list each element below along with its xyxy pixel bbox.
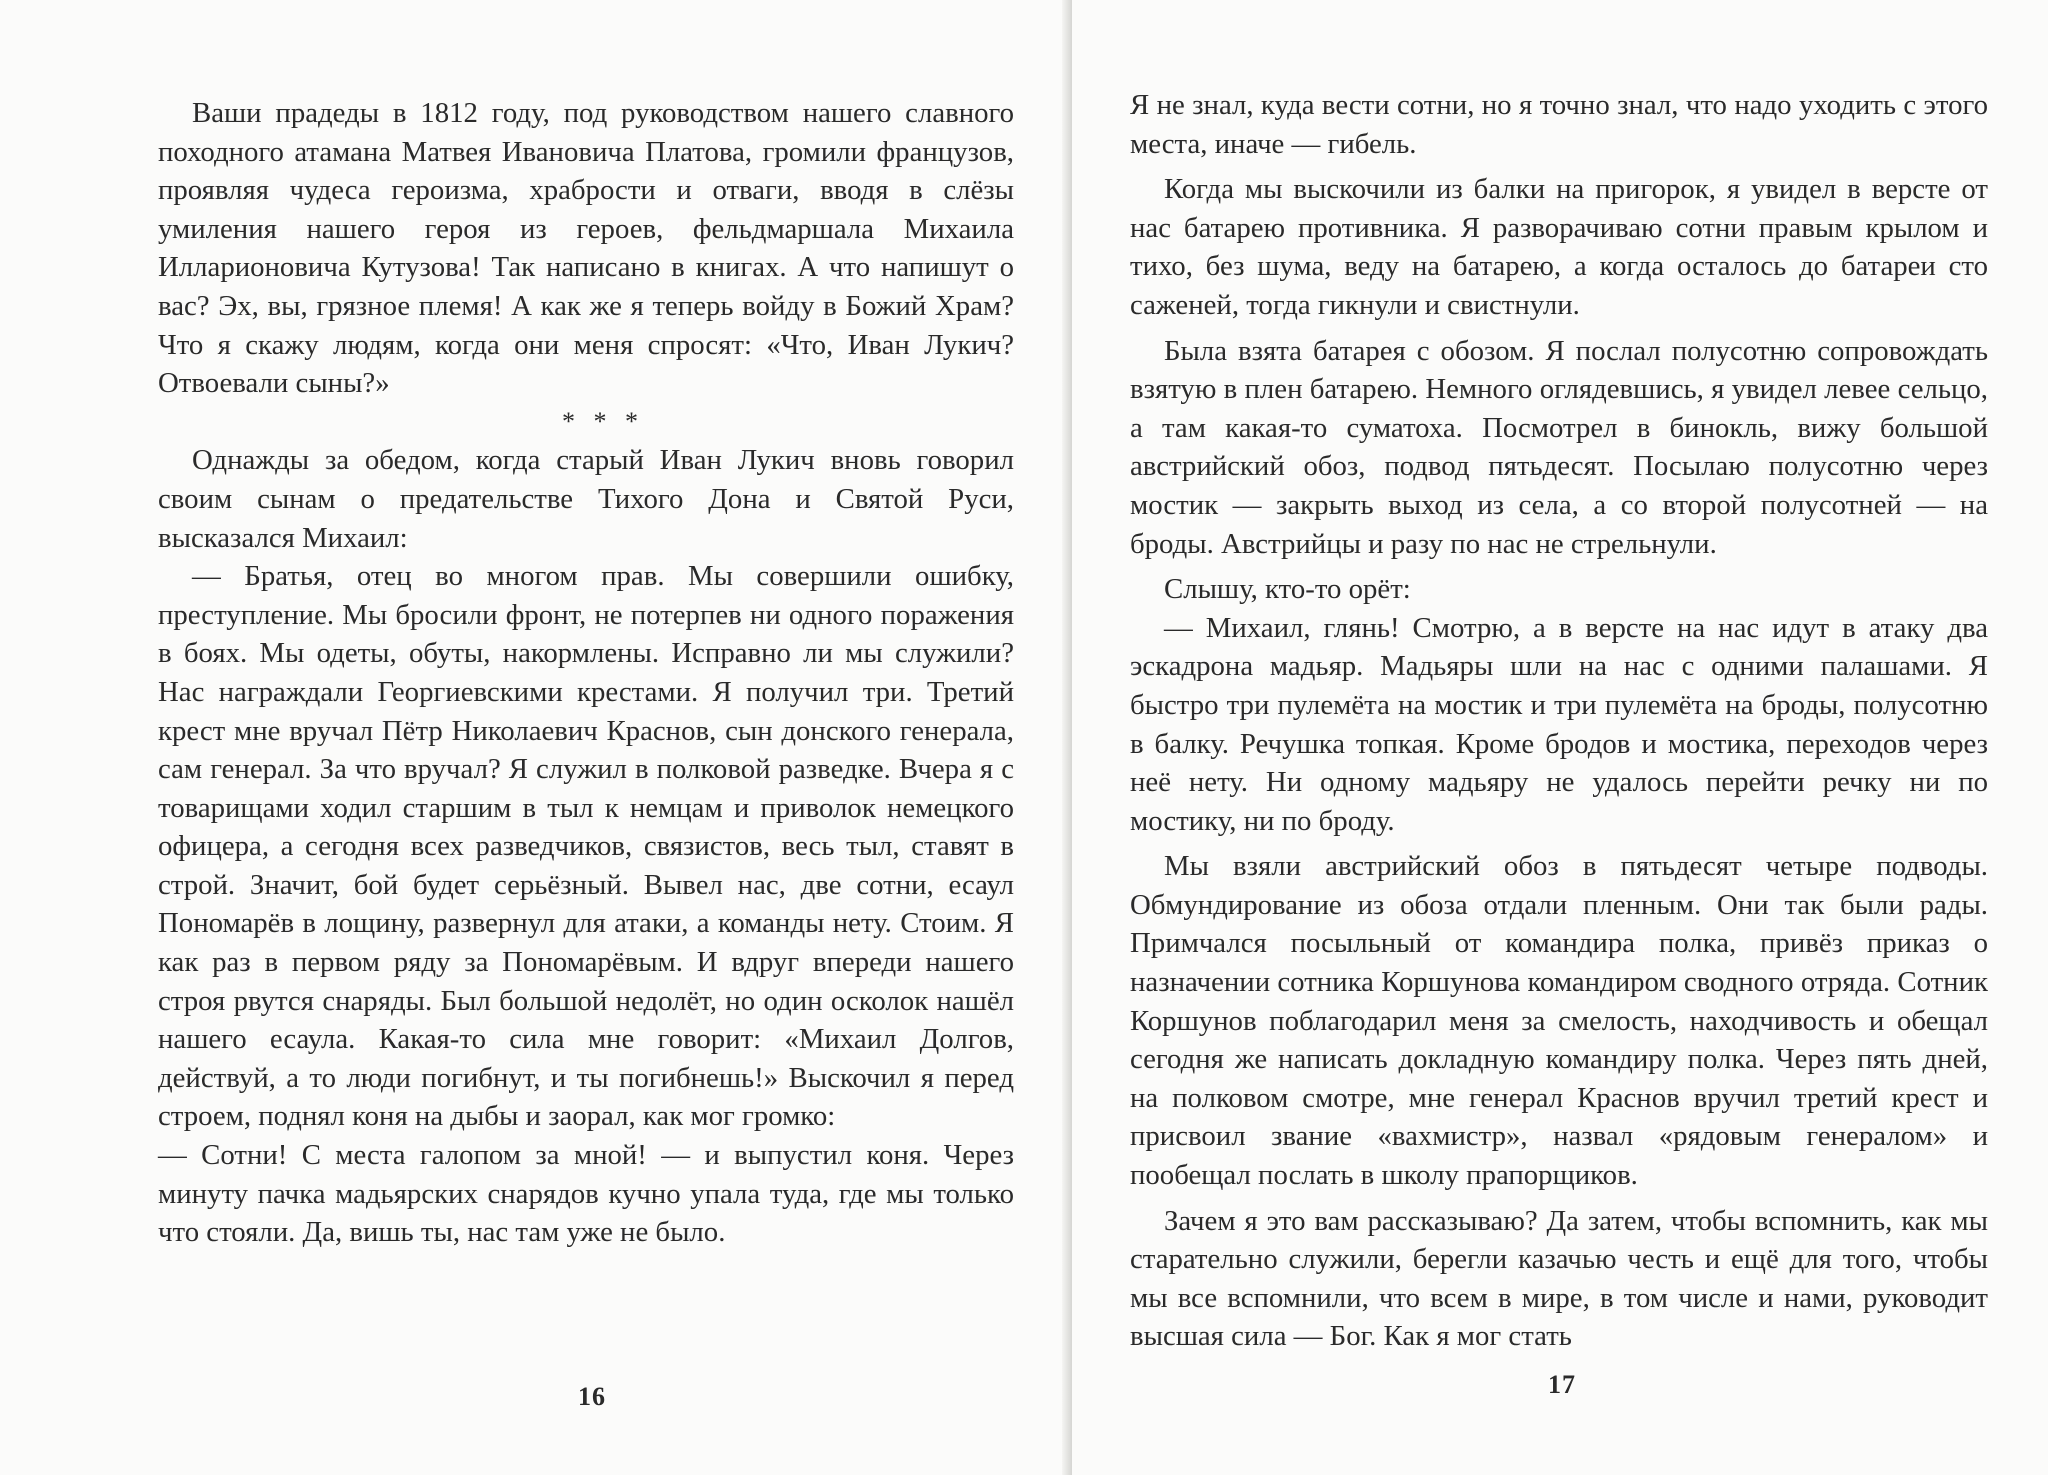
paragraph: Зачем я это вам рассказываю? Да затем, чтобы вспомнить, как мы старательно служили, берегли казачью честь и ещё для того, чтобы мы все вспомнили, что всем в мире, в том числе и нами, руководит высшая сила — Бог. Как я мог стать [1130,1204,1988,1353]
right-page-text [1130,86,1988,1356]
paragraph: Ваши прадеды в 1812 году, под руководством нашего славного походного атамана Матвея Ивановича Платова, громили французов, проявляя чудеса героизма, храбрости и отваги, вводя в слёзы умиления нашего героя из героев, фельдмаршала Михаила Илларионовича Кутузова! Так написано в книгах. А что напишут о вас? Эх, вы, грязное племя! А как же я теперь войду в Божий Храм? Что я скажу людям, когда они меня спросят: «Что, Иван Лукич? Отвоевали сыны?» [158,97,1014,400]
section-separator: * * * [562,406,644,436]
paragraph: Была взята батарея с обозом. Я послал полусотню сопровождать взятую в плен батарею. Немного оглядевшись, я увидел левее сельцо, а там какая-то суматоха. Посмотрел в бинокль, вижу большой австрийский обоз, подвод пятьдесят. Посылаю полусотню через мостик — закрыть выход из села, а со второй полусотней — на броды. Австрийцы и разу по нас не стрельнули. [1130,334,1988,560]
paragraph: Когда мы выскочили из балки на пригорок, я увидел в версте от нас батарею противника. Я разворачиваю сотни правым крылом и тихо, без шума, веду на батарею, а когда осталось до батареи сто саженей, тогда гикнули и свистнули. [1130,173,1988,321]
page-number: 17 [1548,1370,1576,1399]
page-number: 16 [578,1382,606,1411]
paragraph: Мы взяли австрийский обоз в пятьдесят четыре подводы. Обмундирование из обоза отдали пленным. Они так были рады. Примчался посыльный от командира полка, привёз приказ о назначении сотника Коршунова командиром сводного отряда. Сотник Коршунов поблагодарил меня за смелость, находчивость и обещал сегодня же написать докладную командиру полка. Через пять дней, на полковом смотре, мне генерал Краснов вручил третий крест и присвоил звание «вахмистр», назвал «рядовым генералом» и пообещал послать в школу прапорщиков. [1130,850,1988,1192]
right-page [1072,0,2048,1475]
paragraph: — Михаил, глянь! Смотрю, а в версте на нас идут в атаку два эскадрона мадьяр. Мадьяры шли на нас с одними палашами. Я быстро три пулемёта на мостик и три пулемёта на броды, полусотню в балку. Речушка топкая. Кроме бродов и мостика, переходов через неё нету. Ни одному мадьяру не удалось перейти речку ни по мостику, ни по броду. [1130,611,1988,837]
paragraph: — Сотни! С места галопом за мной! — и выпустил коня. Через минуту пачка мадьярских снарядов кучно упала туда, где мы только что стояли. Да, вишь ты, нас там уже не было. [158,1139,1014,1249]
paragraph: Однажды за обедом, когда старый Иван Лукич вновь говорил своим сынам о предательстве Тихого Дона и Святой Руси, высказался Михаил: [158,444,1014,554]
paragraph: — Братья, отец во многом прав. Мы совершили ошибку, преступление. Мы бросили фронт, не потерпев ни одного поражения в боях. Мы одеты, обуты, накормлены. Исправно ли мы служили? Нас награждали Георгиевскими крестами. Я получил три. Третий крест мне вручал Пётр Николаевич Краснов, сын донского генерала, сам генерал. За что вручал? Я служил в полковой разведке. Вчера я с товарищами ходил старшим в тыл к немцам и приволок немецкого офицера, а сегодня всех разведчиков, связистов, весь тыл, ставят в строй. Значит, бой будет серьёзный. Вывел нас, две сотни, есаул Пономарёв в лощину, развернул для атаки, а команды нету. Стоим. Я как раз в первом ряду за Пономарёвым. И вдруг впереди нашего строя рвутся снаряды. Был большой недолёт, но один осколок нашёл нашего есаула. Какая-то сила мне говорит: «Михаил Долгов, действуй, а то люди погибнут, и ты погибнешь!» Выскочил я перед строем, поднял коня на дыбы и заорал, как мог громко: [158,560,1014,1133]
paragraph: Я не знал, куда вести сотни, но я точно знал, что надо уходить с этого места, иначе — гибель. [1130,89,1988,160]
left-page-text [158,94,1014,1252]
paragraph: Слышу, кто-то орёт: [1164,573,1411,606]
